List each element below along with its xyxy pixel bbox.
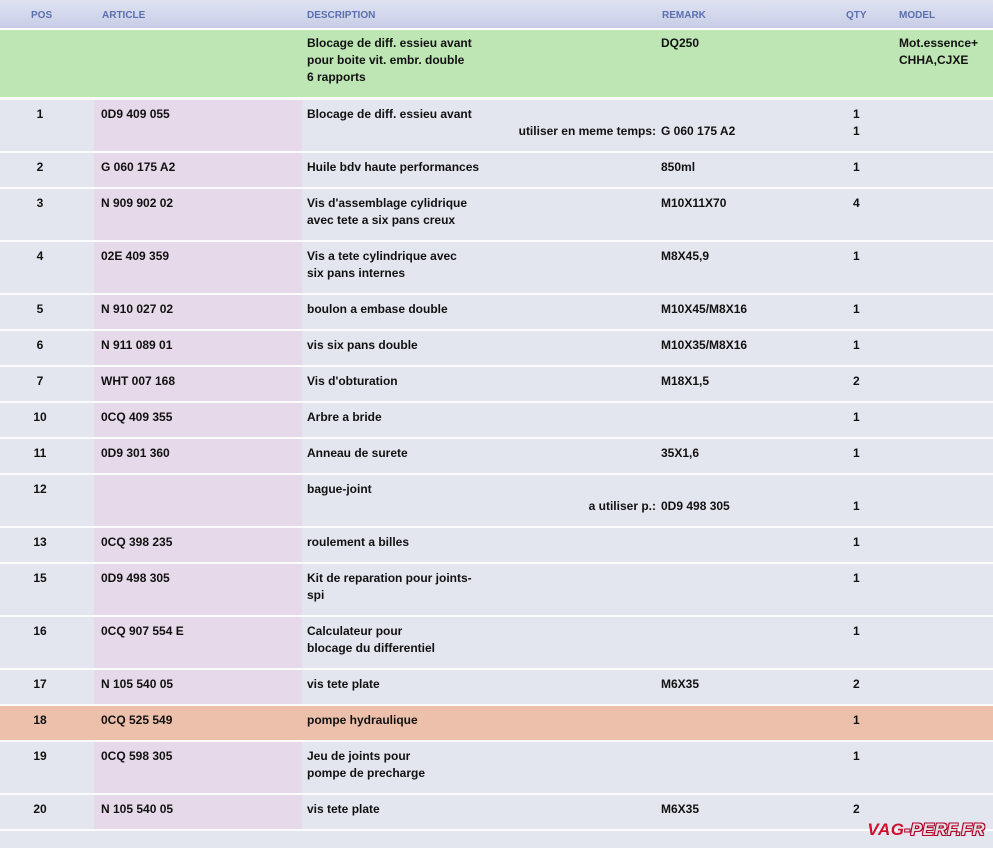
row-qty: 1 [853, 713, 860, 727]
row-remark: M10X45/M8X16 [661, 302, 748, 316]
header-model: MODEL [899, 10, 936, 21]
row-qty: 4 [853, 196, 860, 210]
table-row[interactable] [0, 293, 993, 329]
row-pos: 4 [36, 249, 44, 263]
row-description: Anneau de surete [307, 446, 408, 460]
table-row[interactable] [0, 365, 993, 401]
row-qty: 1 [853, 571, 860, 585]
row-description: bague-joint [307, 482, 372, 496]
header-article: ARTICLE [102, 10, 146, 21]
row-qty: 1 [853, 249, 860, 263]
header-description: DESCRIPTION [307, 10, 376, 21]
row-pos: 15 [33, 571, 47, 585]
row-pos: 11 [33, 446, 47, 460]
row-remark: 850ml [661, 160, 696, 174]
row-description: avec tete a six pans creux [307, 213, 456, 227]
table-row[interactable] [0, 187, 993, 240]
row-pos: 16 [33, 624, 47, 638]
row-article[interactable]: 02E 409 359 [101, 249, 170, 263]
row-description: Vis d'assemblage cylidrique [307, 196, 468, 210]
row-description: spi [307, 588, 325, 602]
row-qty: 1 [853, 535, 860, 549]
row-qty: 1 [853, 160, 860, 174]
header-pos: POS [31, 10, 53, 21]
row-description: roulement a billes [307, 535, 410, 549]
table-header [0, 0, 993, 28]
table-row[interactable] [0, 98, 993, 151]
row-sub-value[interactable]: 0D9 498 305 [661, 499, 730, 513]
row-pos: 13 [33, 535, 47, 549]
watermark-logo: VAG-PERF.FR [867, 820, 985, 839]
row-description: blocage du differentiel [307, 641, 436, 655]
row-qty: 2 [853, 802, 860, 816]
row-pos: 17 [33, 677, 47, 691]
row-remark: M6X35 [661, 802, 700, 816]
row-description: Vis d'obturation [307, 374, 398, 388]
row-article[interactable]: 0CQ 398 235 [101, 535, 173, 549]
row-pos: 6 [36, 338, 44, 352]
row-description: Calculateur pour [307, 624, 403, 638]
row-remark: M18X1,5 [661, 374, 710, 388]
row-description: Jeu de joints pour [307, 749, 411, 763]
row-qty: 2 [853, 374, 860, 388]
header-remark: REMARK [662, 10, 706, 21]
row-qty: 1 [853, 446, 860, 460]
group-row [0, 30, 993, 97]
row-remark: M10X35/M8X16 [661, 338, 748, 352]
row-pos: 3 [36, 196, 44, 210]
row-remark: M6X35 [661, 677, 700, 691]
row-description: six pans internes [307, 266, 406, 280]
row-remark: M10X11X70 [661, 196, 727, 210]
row-article[interactable]: N 105 540 05 [101, 802, 174, 816]
row-sub-qty: 1 [853, 124, 860, 138]
table-row[interactable] [0, 562, 993, 615]
article-column-bg [94, 475, 302, 526]
row-remark: M8X45,9 [661, 249, 710, 263]
row-qty: 1 [853, 410, 860, 424]
row-pos: 2 [36, 160, 44, 174]
table-row[interactable] [0, 151, 993, 187]
row-description: Huile bdv haute performances [307, 160, 480, 174]
row-article[interactable]: 0CQ 907 554 E [101, 624, 184, 638]
row-pos: 18 [33, 713, 47, 727]
table-row[interactable] [0, 437, 993, 473]
row-qty: 1 [853, 624, 860, 638]
row-article[interactable]: 0CQ 598 305 [101, 749, 173, 763]
table-row[interactable] [0, 668, 993, 704]
table-row[interactable] [0, 401, 993, 437]
row-article[interactable]: 0D9 498 305 [101, 571, 170, 585]
table-row-empty [0, 829, 993, 848]
row-description: pompe de precharge [307, 766, 426, 780]
row-description: vis six pans double [307, 338, 418, 352]
row-article[interactable]: 0D9 409 055 [101, 107, 170, 121]
row-description: Blocage de diff. essieu avant [307, 107, 472, 121]
row-description: Kit de reparation pour joints- [307, 571, 472, 585]
row-article[interactable]: 0CQ 525 549 [101, 713, 173, 727]
header-qty: QTY [846, 10, 867, 21]
table-row[interactable] [0, 240, 993, 293]
table-row[interactable] [0, 473, 993, 526]
row-article[interactable]: N 105 540 05 [101, 677, 174, 691]
row-pos: 20 [33, 802, 47, 816]
row-description: vis tete plate [307, 802, 380, 816]
row-description: Arbre a bride [307, 410, 382, 424]
row-description: vis tete plate [307, 677, 380, 691]
row-pos: 7 [36, 374, 44, 388]
row-pos: 1 [36, 107, 44, 121]
table-row[interactable] [0, 740, 993, 793]
row-article[interactable]: N 910 027 02 [101, 302, 174, 316]
row-qty: 1 [853, 107, 860, 121]
table-row[interactable] [0, 793, 993, 829]
row-sub-qty: 1 [853, 499, 860, 513]
row-article[interactable]: WHT 007 168 [101, 374, 176, 388]
table-row[interactable] [0, 704, 993, 740]
group-model: Mot.essence+ CHHA,CJXE [899, 36, 979, 67]
row-description: pompe hydraulique [307, 713, 418, 727]
table-row[interactable] [0, 329, 993, 365]
row-sub-value[interactable]: G 060 175 A2 [661, 124, 736, 138]
row-article[interactable]: 0D9 301 360 [101, 446, 170, 460]
row-pos: 19 [33, 749, 47, 763]
row-sub-label: a utiliser p.: [588, 499, 656, 513]
row-qty: 1 [853, 302, 860, 316]
row-qty: 1 [853, 338, 860, 352]
row-qty: 1 [853, 749, 860, 763]
group-remark: DQ250 [661, 36, 700, 50]
group-description: Blocage de diff. essieu avant pour boite vit. embr. double 6 rapports [307, 36, 472, 84]
row-qty: 2 [853, 677, 860, 691]
row-remark: 35X1,6 [661, 446, 700, 460]
row-pos: 5 [36, 302, 44, 316]
row-sub-label: utiliser en meme temps: [518, 124, 656, 138]
row-description: Vis a tete cylindrique avec [307, 249, 457, 263]
row-article[interactable]: G 060 175 A2 [101, 160, 176, 174]
row-description: boulon a embase double [307, 302, 448, 316]
row-article[interactable]: N 909 902 02 [101, 196, 174, 210]
row-pos: 12 [33, 482, 47, 496]
row-article[interactable]: 0CQ 409 355 [101, 410, 173, 424]
row-article[interactable]: N 911 089 01 [101, 338, 173, 352]
table-row[interactable] [0, 615, 993, 668]
row-pos: 10 [33, 410, 47, 424]
table-row[interactable] [0, 526, 993, 562]
